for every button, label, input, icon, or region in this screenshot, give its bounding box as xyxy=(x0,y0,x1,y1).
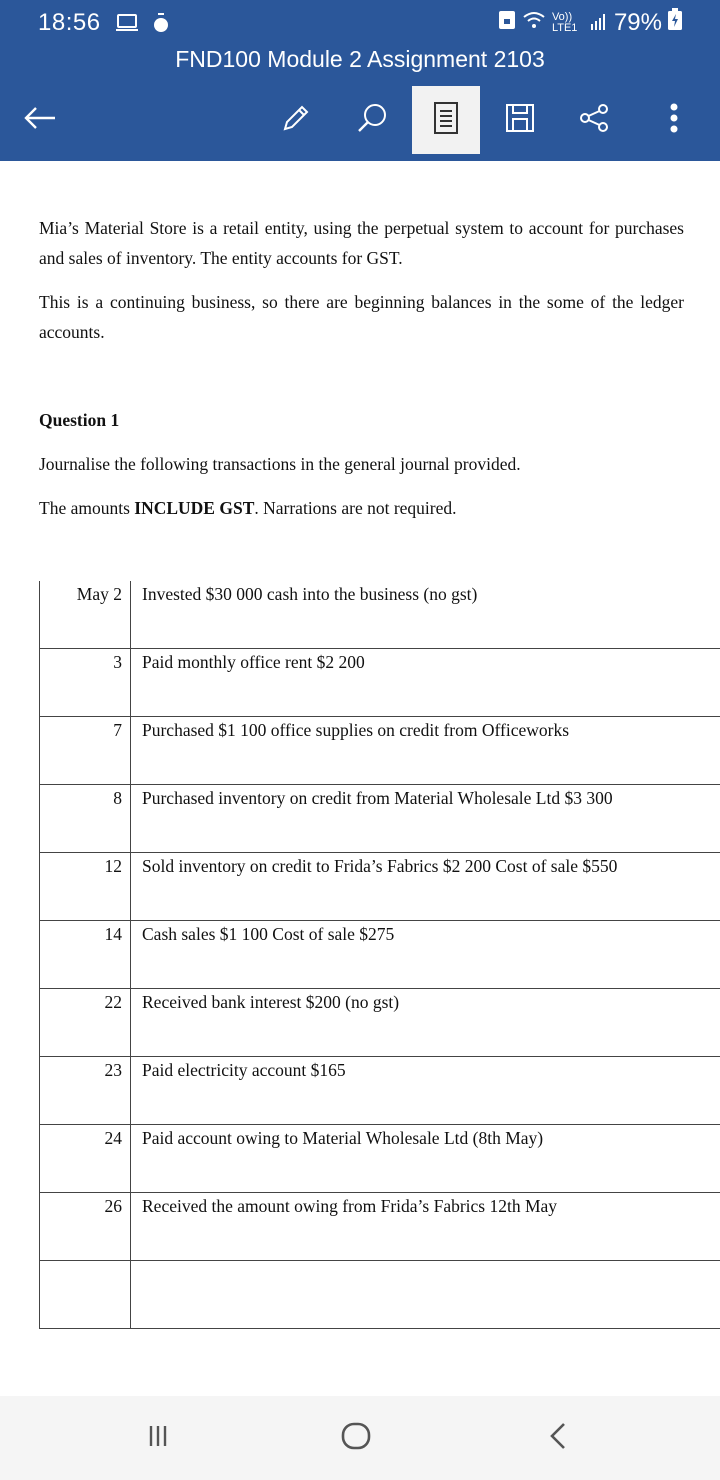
network-label: Vo)) LTE1 xyxy=(551,10,578,34)
table-row xyxy=(40,649,720,717)
vpn-lock-icon xyxy=(498,9,516,37)
transaction-date: May 2 xyxy=(40,581,131,649)
battery-charging-icon xyxy=(668,8,682,37)
transaction-date: 26 xyxy=(40,1193,131,1261)
transaction-description: Purchased inventory on credit from Material Wholesale Ltd $3 300 xyxy=(131,785,720,853)
reading-view-icon xyxy=(433,101,459,140)
transaction-description: Paid account owing to Material Wholesale Ltd (8th May) xyxy=(131,1125,720,1193)
nav-back-button[interactable] xyxy=(528,1416,588,1460)
signal-icon xyxy=(590,9,608,37)
save-icon xyxy=(504,102,536,139)
transaction-date: 3 xyxy=(40,649,131,717)
save-button[interactable] xyxy=(486,86,554,154)
status-bar xyxy=(0,0,720,44)
transaction-description: Paid monthly office rent $2 200 xyxy=(131,649,720,717)
more-icon xyxy=(669,102,679,139)
transaction-description: Invested $30 000 cash into the business (no gst) xyxy=(131,581,720,649)
table-row xyxy=(40,1193,720,1261)
table-row xyxy=(40,989,720,1057)
instruction-text: Journalise the following transactions in the general journal provided. xyxy=(39,454,521,474)
amounts-note xyxy=(39,493,684,523)
toolbar xyxy=(0,86,720,156)
transaction-date: 12 xyxy=(40,853,131,921)
table-row xyxy=(40,581,720,649)
amounts-bold: INCLUDE GST xyxy=(134,498,255,518)
table-row xyxy=(40,1261,720,1329)
amounts-prefix: The amounts xyxy=(39,498,135,518)
reading-view-button[interactable] xyxy=(412,86,480,154)
screen-mirror-icon xyxy=(116,12,138,37)
edit-button[interactable] xyxy=(262,86,330,154)
transaction-date xyxy=(40,1261,131,1329)
back-icon xyxy=(548,1422,568,1455)
table-row xyxy=(40,921,720,989)
recent-apps-icon xyxy=(146,1424,170,1453)
transaction-date: 7 xyxy=(40,717,131,785)
search-icon xyxy=(356,102,388,139)
share-icon xyxy=(579,103,609,138)
intro-paragraph-1: Mia’s Material Store is a retail entity, using the perpetual system to account for purchases and sales of inventory. The entity accounts for GST. xyxy=(39,218,684,268)
battery-percent: 79% xyxy=(613,8,662,36)
question-heading: Question 1 xyxy=(39,410,120,430)
wifi-icon xyxy=(522,9,546,37)
transaction-date: 14 xyxy=(40,921,131,989)
transaction-date: 23 xyxy=(40,1057,131,1125)
home-icon xyxy=(340,1422,372,1455)
table-row xyxy=(40,1057,720,1125)
recent-apps-button[interactable] xyxy=(128,1416,188,1460)
table-row xyxy=(40,785,720,853)
transaction-date: 24 xyxy=(40,1125,131,1193)
edit-pencil-icon xyxy=(281,103,311,138)
search-button[interactable] xyxy=(338,86,406,154)
transactions-table xyxy=(39,581,720,1329)
transaction-date: 22 xyxy=(40,989,131,1057)
status-time: 18:56 xyxy=(38,9,101,36)
transaction-description: Received the amount owing from Frida’s Fabrics 12th May xyxy=(131,1193,720,1261)
system-nav-bar xyxy=(0,1396,720,1480)
timer-icon xyxy=(152,12,170,39)
transaction-description: Purchased $1 100 office supplies on credit from Officeworks xyxy=(131,717,720,785)
table-row xyxy=(40,1125,720,1193)
document-title: FND100 Module 2 Assignment 2103 xyxy=(175,46,545,72)
transaction-date: 8 xyxy=(40,785,131,853)
intro-paragraph-2: This is a continuing business, so there are beginning balances in the some of the ledger accounts. xyxy=(39,292,684,342)
transaction-description: Cash sales $1 100 Cost of sale $275 xyxy=(131,921,720,989)
table-row xyxy=(40,717,720,785)
transaction-description xyxy=(131,1261,720,1329)
document-body xyxy=(0,161,720,1396)
share-button[interactable] xyxy=(560,86,628,154)
status-right xyxy=(498,8,682,37)
home-button[interactable] xyxy=(326,1416,386,1460)
more-options-button[interactable] xyxy=(640,86,708,154)
table-row xyxy=(40,853,720,921)
back-arrow-icon xyxy=(23,106,57,135)
amounts-suffix: . Narrations are not required. xyxy=(254,498,457,518)
back-button[interactable] xyxy=(6,86,74,154)
transaction-description: Received bank interest $200 (no gst) xyxy=(131,989,720,1057)
app-bar xyxy=(0,0,720,161)
transaction-description: Sold inventory on credit to Frida’s Fabrics $2 200 Cost of sale $550 xyxy=(131,853,720,921)
transaction-description: Paid electricity account $165 xyxy=(131,1057,720,1125)
